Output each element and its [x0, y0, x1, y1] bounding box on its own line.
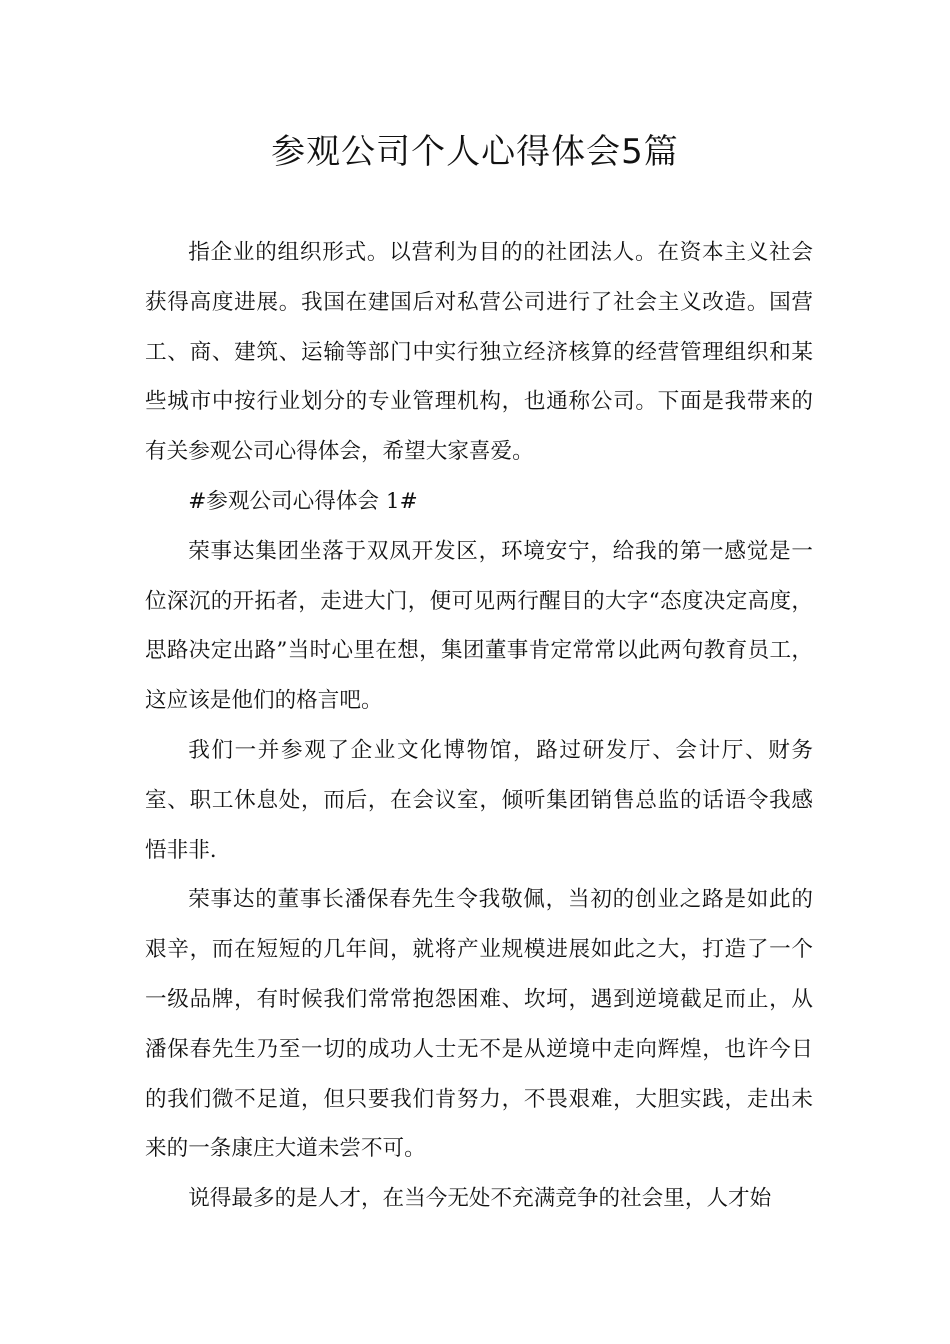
intro-paragraph: 指企业的组织形式。以营利为目的的社团法人。在资本主义社会获得高度进展。我国在建国后对私营公司进行了社会主义改造。国营工、商、建筑、运输等部门中实行独立经济核算的经营管理组织和某些城市中按行业划分的专业管理机构，也通称公司。下面是我带来的有关参观公司心得体会，希望大家喜爱。: [145, 240, 813, 465]
section-heading: #参观公司心得体会 1#: [188, 488, 418, 514]
body-paragraph: 我们一并参观了企业文化博物馆，路过研发厅、会计厅、财务室、职工休息处，而后，在会议室，倾听集团销售总监的话语令我感悟非非.: [145, 737, 813, 863]
document-title: 参观公司个人心得体会5篇: [271, 132, 679, 172]
body-paragraph: 说得最多的是人才，在当今无处不充满竞争的社会里，人才始: [188, 1186, 772, 1212]
body-paragraph: 荣事达的董事长潘保春先生令我敬佩，当初的创业之路是如此的艰辛，而在短短的几年间，就将产业规模进展如此之大，打造了一个一级品牌，有时候我们常常抱怨困难、坎坷，遇到逆境截足而止，从潘保春先生乃至一切的成功人士无不是从逆境中走向辉煌，也许今日的我们微不足道，但只要我们肯努力，不畏艰难，大胆实践，走出未来的一条康庄大道未尝不可。: [145, 887, 813, 1162]
body-paragraph: 荣事达集团坐落于双凤开发区，环境安宁，给我的第一感觉是一位深沉的开拓者，走进大门，便可见两行醒目的大字“态度决定高度，思路决定出路”当时心里在想，集团董事肯定常常以此两句教育员工，这应该是他们的格言吧。: [145, 538, 813, 714]
document-body: [145, 228, 813, 1224]
